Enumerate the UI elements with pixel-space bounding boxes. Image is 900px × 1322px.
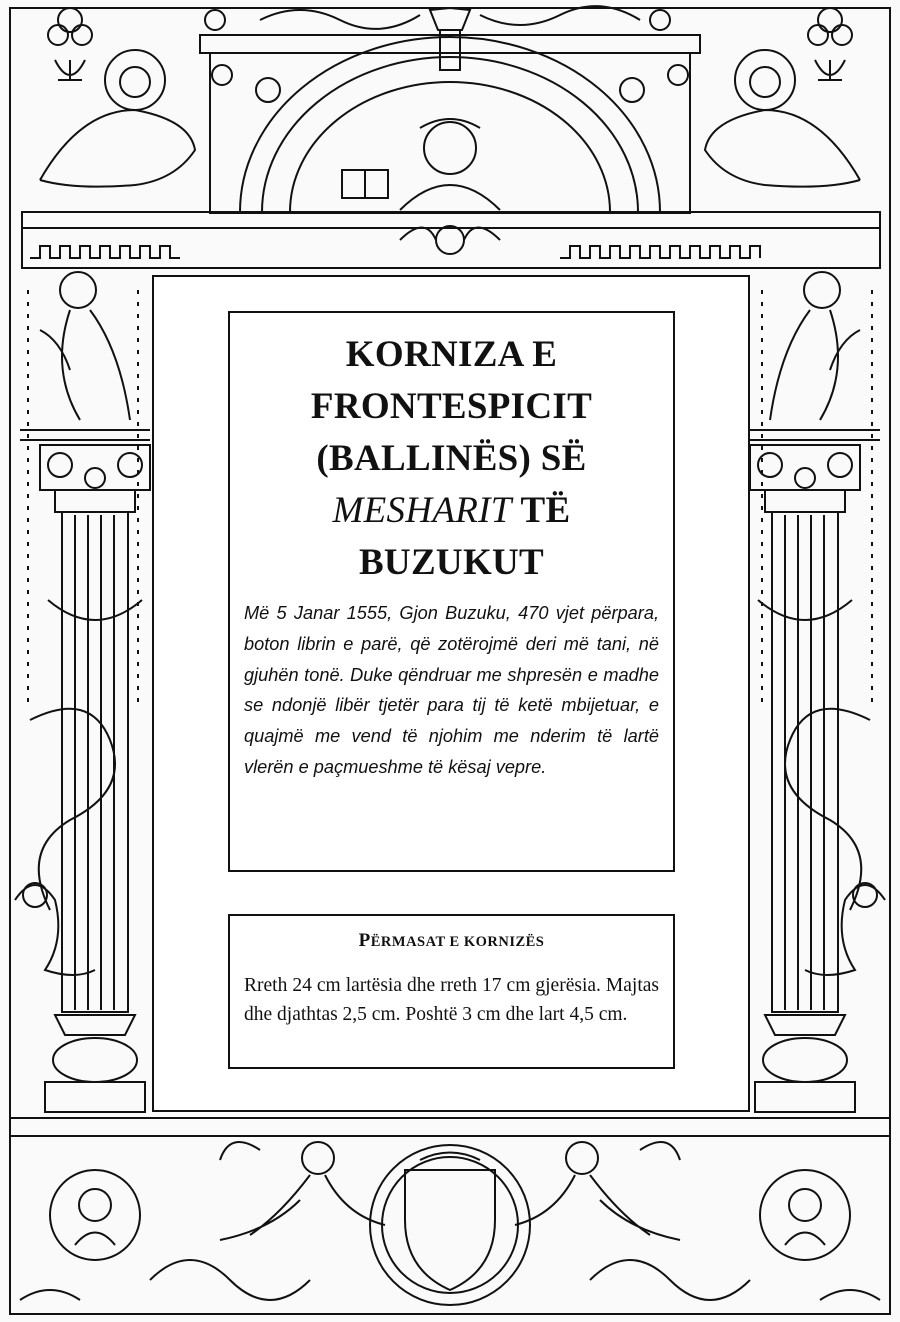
title-line-4-italic: MESHARIT <box>332 490 512 531</box>
right-column <box>750 272 885 1112</box>
right-portrait-medallion <box>760 1170 850 1260</box>
bottom-frieze <box>10 1136 890 1314</box>
cherub-wings <box>400 228 500 241</box>
left-base-urn <box>55 1015 135 1035</box>
right-vase <box>815 60 845 80</box>
title-line-1: KORNIZA E <box>345 334 558 375</box>
left-putto-head <box>302 1142 334 1174</box>
dimensions-heading <box>230 930 673 952</box>
left-atlas-head <box>60 272 96 308</box>
right-atlas-body <box>770 310 860 420</box>
title-line-4-rest: TË <box>511 490 571 531</box>
right-sphinx <box>805 885 885 975</box>
central-figure-hat <box>420 119 480 128</box>
right-putto-body <box>515 1175 680 1240</box>
right-lion-mane <box>735 50 795 110</box>
left-vase <box>55 60 85 80</box>
left-putto-body <box>220 1175 385 1240</box>
cherub-head <box>436 226 464 254</box>
title-box <box>228 311 675 872</box>
arch-middle <box>262 57 638 212</box>
left-lion-body <box>40 110 195 187</box>
heraldic-shield <box>405 1170 495 1290</box>
left-lion-mane <box>105 50 165 110</box>
left-sphinx <box>15 885 95 975</box>
left-column <box>15 272 150 1112</box>
title-line-5: BUZUKUT <box>358 542 545 583</box>
page-title <box>230 329 673 589</box>
bottom-cornice <box>10 1118 890 1136</box>
greek-key-right <box>560 246 760 258</box>
central-figure-body <box>400 185 500 210</box>
shield-medallion-inner <box>382 1157 518 1293</box>
bottom-scroll-right <box>590 1260 750 1300</box>
dimensions-box <box>228 914 675 1069</box>
arch-inner <box>290 82 610 212</box>
right-lion-body <box>705 110 860 187</box>
left-portrait-medallion <box>50 1170 140 1260</box>
left-serpent <box>30 709 115 910</box>
top-scroll-left <box>260 10 420 29</box>
title-line-2: FRONTESPICIT <box>310 386 593 427</box>
right-atlas-head <box>804 272 840 308</box>
title-line-3: (BALLINËS) SË <box>316 438 587 479</box>
dimensions-text: Rreth 24 cm lartësia dhe rreth 17 cm gjerësia. Majtas dhe djathtas 2,5 cm. Poshtë 3 cm dhe lart 4,5 cm. <box>244 975 659 1025</box>
dimensions-heading-cap: P <box>358 930 371 951</box>
right-base-urn <box>765 1015 845 1035</box>
greek-key-left <box>30 246 180 258</box>
right-putto-head <box>566 1142 598 1174</box>
dimensions-heading-rest: ËRMASAT E KORNIZËS <box>370 934 545 950</box>
description-paragraph: Më 5 Janar 1555, Gjon Buzuku, 470 vjet përpara, boton librin e parë, që zotërojmë deri më tani, në gjuhën tonë. Duke qëndruar me shpresën e madhe se ndonjë libër tjetër para tij të ketë mbijetuar, e quajmë me vend të njohim me nderim të lartë vlerën e paçmueshme të kësaj vepre. <box>244 603 659 777</box>
top-finial <box>430 8 470 30</box>
pediment-body <box>210 53 690 213</box>
central-figure-head <box>424 122 476 174</box>
left-atlas-body <box>40 310 130 420</box>
bottom-scroll-left <box>150 1260 310 1300</box>
